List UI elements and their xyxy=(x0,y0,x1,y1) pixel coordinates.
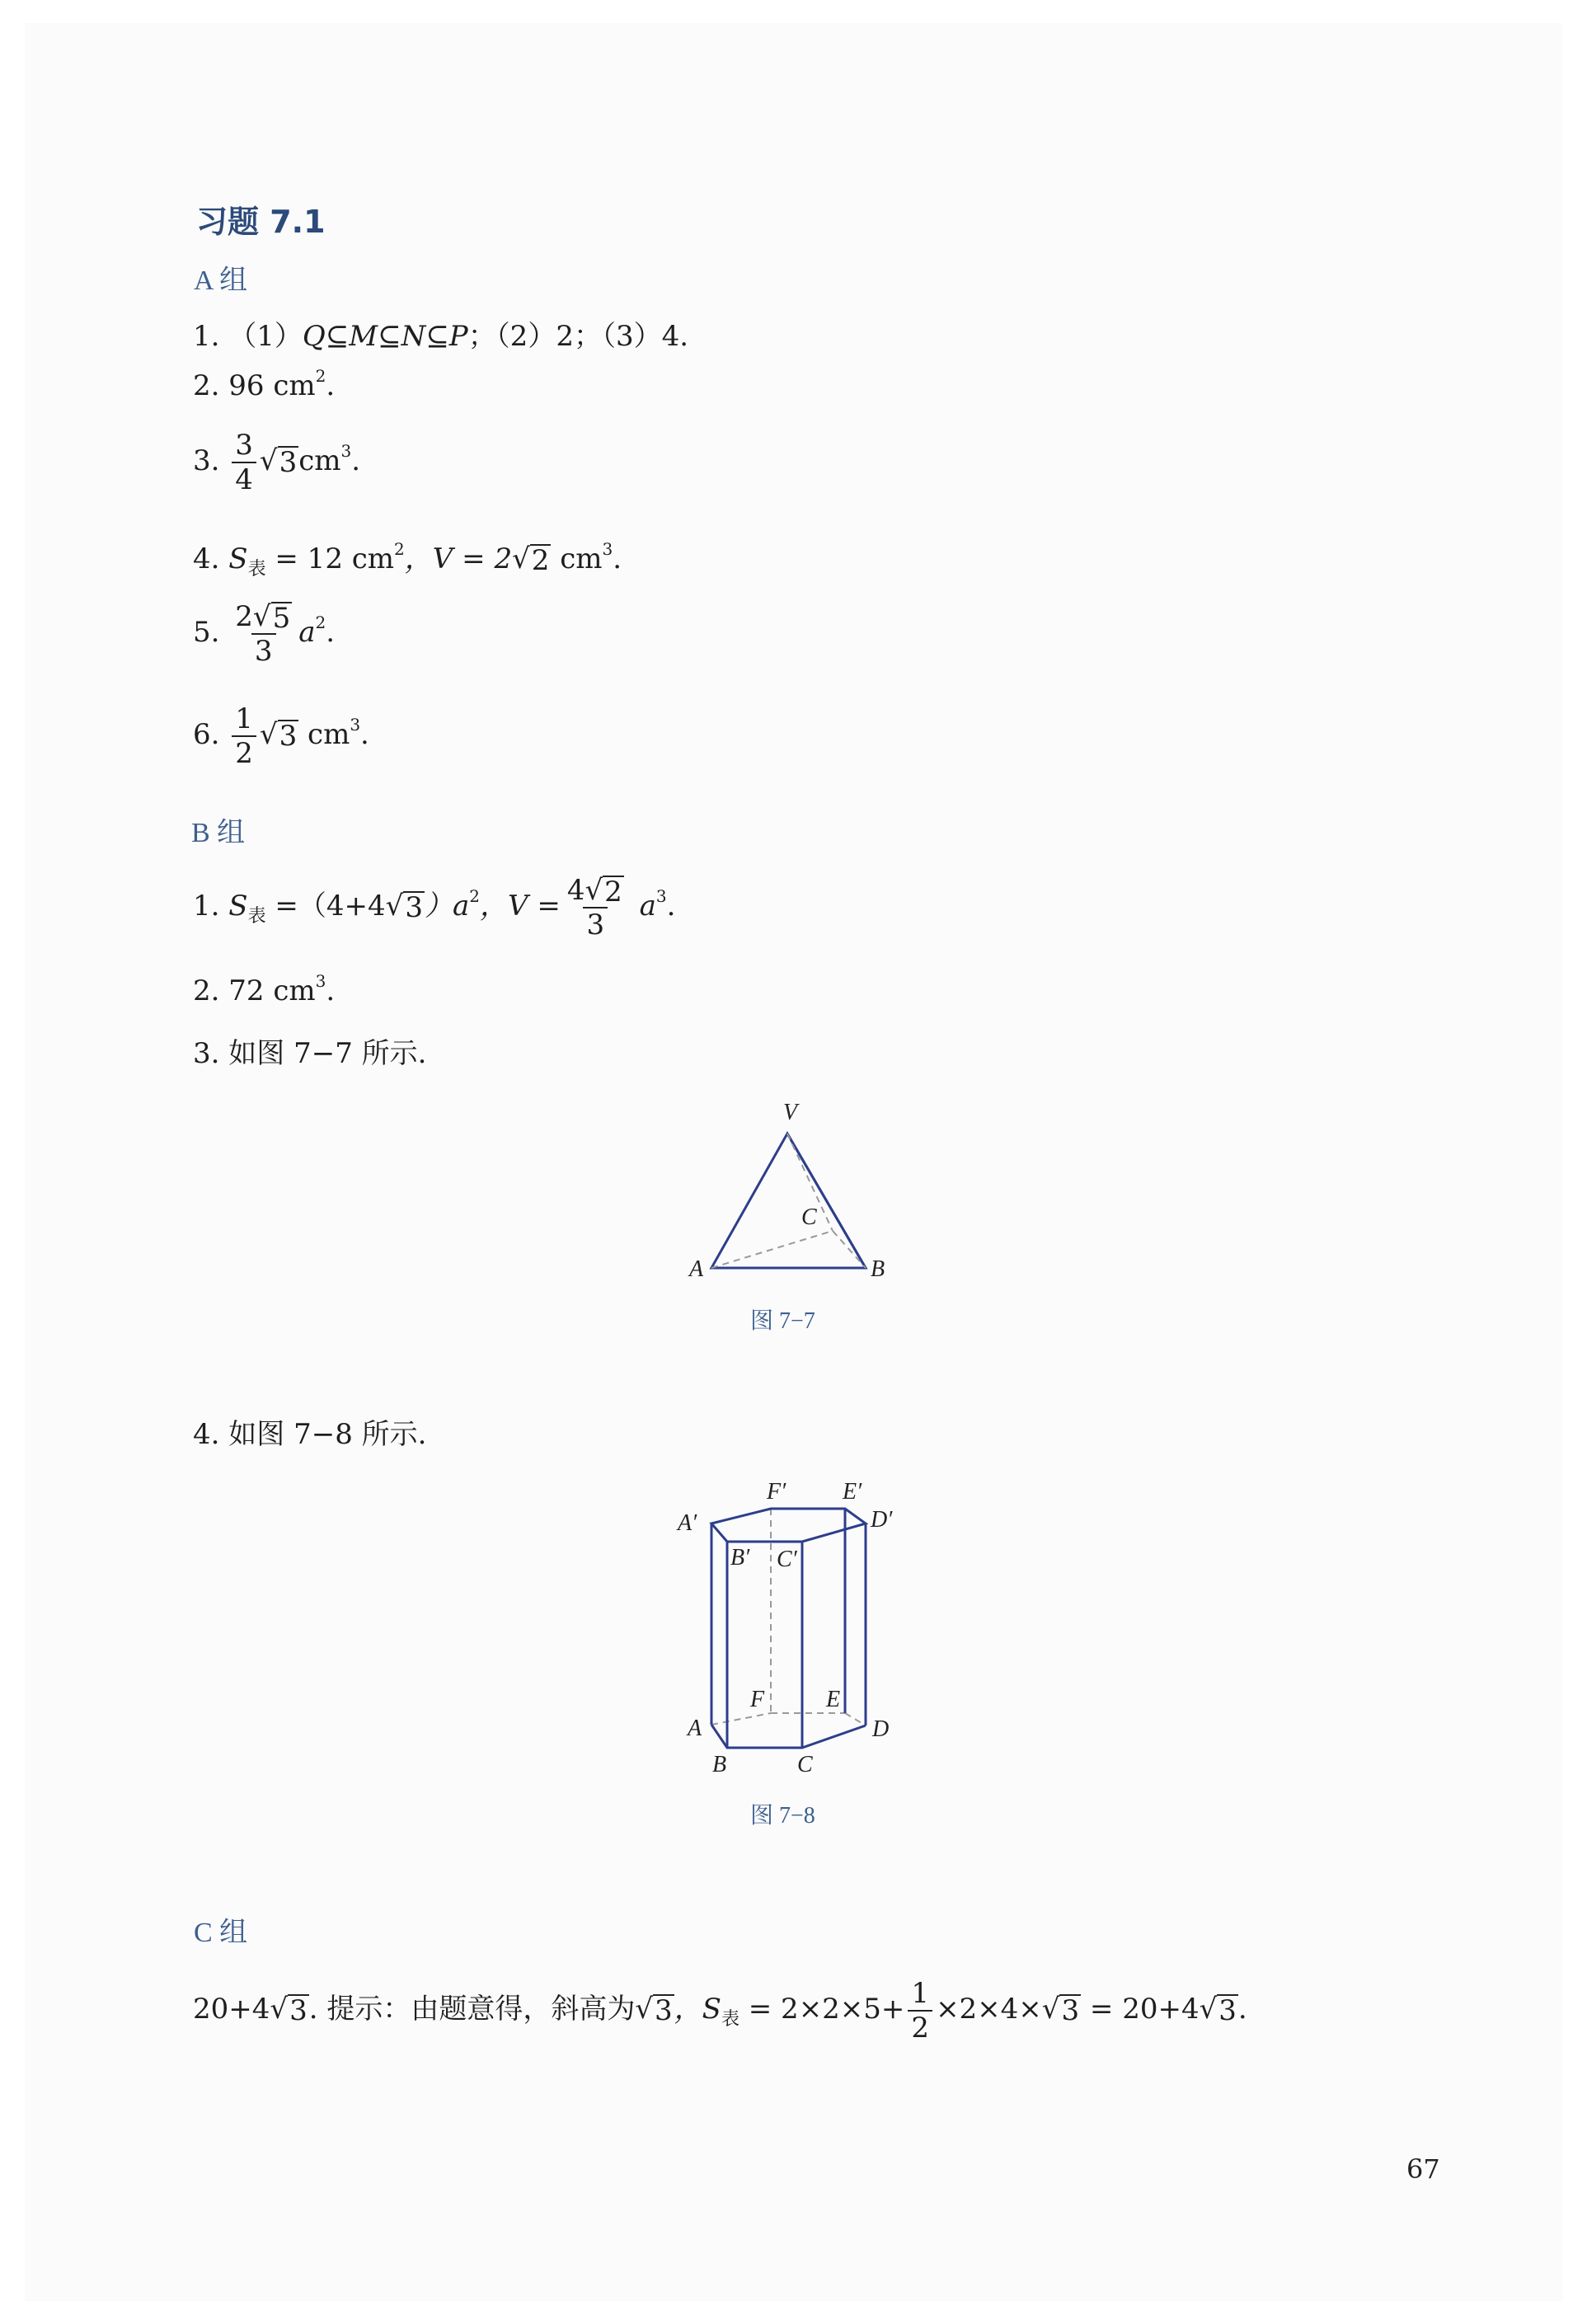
fraction xyxy=(232,702,256,770)
denominator: 2 xyxy=(908,2010,932,2045)
item-number: 1. xyxy=(193,320,220,353)
square-root: √ 3 xyxy=(259,444,298,479)
fraction xyxy=(232,429,256,496)
a-item-5: 5. 2 √ 5 3 $a^2$. xyxy=(193,600,336,668)
item-number: 1. xyxy=(193,890,220,923)
surface-value: = 12 cm xyxy=(265,542,395,575)
exponent: 2 xyxy=(469,886,480,906)
figure-7-8-caption: 图 7−8 xyxy=(750,1803,815,1829)
exponent: 3 xyxy=(315,971,326,991)
exercise-heading: 习题 7.1 xyxy=(196,204,326,240)
surface-symbol: S xyxy=(228,890,248,923)
radicand: 3 xyxy=(1061,1994,1080,2027)
page-number: 67 xyxy=(1406,2153,1440,2185)
square-root: √ 3 xyxy=(385,890,423,924)
answer-value: 96 cm xyxy=(228,369,316,402)
group-b-label: B 组 xyxy=(191,818,246,848)
vertex-label-c: C xyxy=(801,1204,817,1230)
expression-part: = 20+4 xyxy=(1081,1993,1200,2026)
item-number: 3. xyxy=(193,444,220,477)
figure-7-7-tetrahedron xyxy=(676,1096,907,1286)
vertex-label-d: D xyxy=(872,1716,890,1742)
answer-text: 如图 7−7 所示. xyxy=(228,1037,427,1070)
numerator: 1 xyxy=(235,702,253,735)
exponent: 3 xyxy=(655,886,667,906)
vertex-label-b: B xyxy=(871,1256,885,1282)
vertex-label-v: V xyxy=(783,1100,798,1125)
denominator: 3 xyxy=(251,633,276,668)
c-item xyxy=(193,1977,1247,2045)
square-root: √ 3 xyxy=(259,718,298,753)
expression-part: =（4+4 xyxy=(265,890,386,923)
set-expression: Q⊆M⊆N⊆P xyxy=(302,320,468,353)
b-item-4 xyxy=(193,1411,426,1452)
b-item-2: 2. 72 $cm^3$. xyxy=(193,971,336,1007)
exponent: 2 xyxy=(315,366,326,386)
radicand: 3 xyxy=(405,891,423,924)
exponent: 3 xyxy=(350,715,361,735)
square-root: √ 2 xyxy=(512,542,550,577)
fraction xyxy=(232,600,295,668)
square-root: √ 3 xyxy=(270,1993,308,2027)
fraction xyxy=(908,1977,932,2045)
hint-text: . 提示：由题意得，斜高为 xyxy=(308,1993,636,2026)
a-item-2: 2. 96 $cm^2$. xyxy=(193,366,336,402)
vertex-label-f: F xyxy=(750,1687,765,1712)
bottom-front-edges xyxy=(711,1725,866,1748)
unit: cm xyxy=(298,444,341,477)
unit: cm xyxy=(298,718,350,751)
edge-vb xyxy=(787,1134,866,1268)
surface-symbol: ，S xyxy=(674,1993,721,2026)
square-root: √ 3 xyxy=(1041,1993,1080,2027)
edge-af xyxy=(711,1713,771,1725)
figure-7-7-caption: 图 7−7 xyxy=(750,1308,815,1334)
radicand: 2 xyxy=(531,544,550,577)
a-item-4: 4. $S_表 = 12$ $cm^2$，V = 2 √ 2 $cm^3$. xyxy=(193,539,622,580)
numerator: 2 √ 5 xyxy=(235,600,291,635)
expression-part: = 2×2×5+ xyxy=(739,1993,905,2026)
numerator: 4 √ 2 xyxy=(566,874,622,908)
item-number: 5. xyxy=(193,616,220,649)
subscript: 表 xyxy=(247,559,266,580)
end-punctuation: . xyxy=(1237,1993,1247,2026)
vertex-label-c1: C′ xyxy=(777,1547,797,1572)
item-number: 2. xyxy=(193,974,220,1007)
radicand: 3 xyxy=(279,446,298,479)
vertex-label-b: B xyxy=(712,1752,727,1777)
variable: a xyxy=(630,890,656,923)
square-root: √ 3 xyxy=(635,1993,673,2027)
a-item-1 xyxy=(193,313,688,354)
denominator: 3 xyxy=(583,907,608,941)
vertex-label-d1: D′ xyxy=(871,1507,893,1533)
vertex-label-b1: B′ xyxy=(730,1545,750,1570)
radicand: 3 xyxy=(655,1994,673,2027)
denominator: 2 xyxy=(232,735,256,770)
denominator: 4 xyxy=(232,462,256,496)
exponent: 3 xyxy=(340,441,352,461)
surface-symbol: S xyxy=(228,542,248,575)
square-root: √ 3 xyxy=(1199,1993,1237,2027)
answer-value: 72 cm xyxy=(228,974,316,1007)
group-c-label: C 组 xyxy=(194,1918,248,1948)
subscript: 表 xyxy=(247,906,266,927)
volume-symbol: ，V = xyxy=(479,890,561,923)
exponent: 2 xyxy=(315,613,326,632)
b-item-1: 1. $S_表 =(4+4$ √ 3 ）$a^2$，V = 4 √ 2 3 $a^3$. xyxy=(193,874,676,941)
vertex-label-c: C xyxy=(797,1752,813,1777)
answer-value: 20+4 xyxy=(193,1993,270,2026)
vertex-label-e: E xyxy=(826,1687,841,1712)
a-item-3: 3. $\frac{3}{4}$ √ 3 $cm^3$. xyxy=(193,429,361,496)
volume-symbol: ，V = 2 xyxy=(404,542,513,575)
fraction xyxy=(564,874,627,941)
expression-part: ×2×4× xyxy=(936,1993,1042,2026)
edge-ed xyxy=(845,1713,866,1725)
answer-text: 如图 7−8 所示. xyxy=(228,1418,427,1451)
radicand: 3 xyxy=(289,1994,308,2027)
item-number: 6. xyxy=(193,718,220,751)
variable: a xyxy=(298,616,316,649)
answer-rest: ；（2）2；（3）4. xyxy=(467,320,689,353)
exponent: 2 xyxy=(394,539,405,559)
radicand: 3 xyxy=(1218,1994,1237,2027)
radicand: 3 xyxy=(279,720,298,753)
numerator: 3 xyxy=(235,429,253,462)
figure-7-8-hexagonal-prism xyxy=(668,1467,915,1781)
expression-part: ）a xyxy=(424,890,470,923)
vertex-label-f1: F′ xyxy=(767,1479,786,1505)
vertex-label-a: A xyxy=(689,1256,704,1282)
edge-cb-hidden xyxy=(833,1231,866,1268)
top-hexagon xyxy=(711,1509,866,1542)
vertex-label-a: A xyxy=(688,1716,702,1741)
item-number: 4. xyxy=(193,542,220,575)
part-label: （1） xyxy=(228,320,303,353)
vertex-label-e1: E′ xyxy=(843,1479,862,1505)
item-number: 3. xyxy=(193,1037,220,1070)
b-item-3 xyxy=(193,1031,426,1071)
tetrahedron-outline xyxy=(711,1134,866,1268)
a-item-6: 6. $\frac{1}{2}$ √ 3 $cm^3$. xyxy=(193,702,369,770)
item-number: 2. xyxy=(193,369,220,402)
exponent: 3 xyxy=(602,539,613,559)
unit: cm xyxy=(551,542,603,575)
numerator: 1 xyxy=(911,1977,930,2010)
item-number: 4. xyxy=(193,1418,220,1451)
subscript: 表 xyxy=(721,2009,740,2030)
vertex-label-a1: A′ xyxy=(678,1510,697,1536)
group-a-label: A 组 xyxy=(194,265,248,296)
